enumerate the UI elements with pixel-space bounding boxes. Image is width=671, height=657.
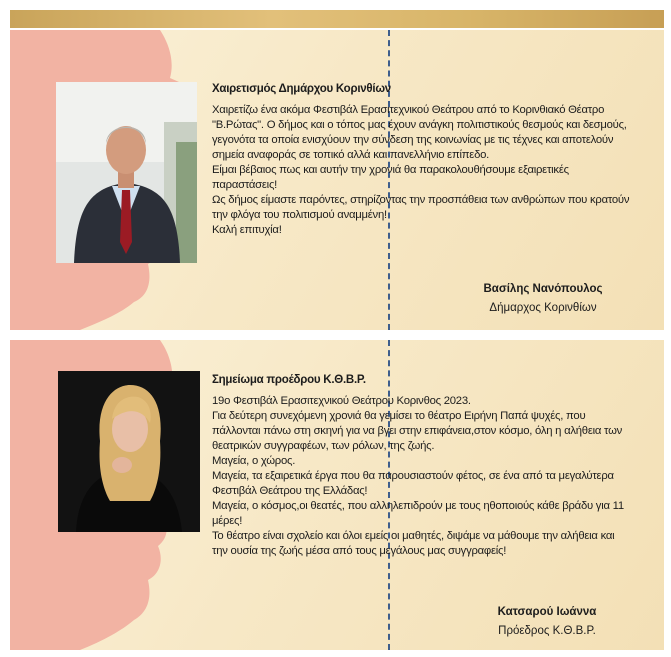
section-heading: Σημείωμα προέδρου Κ.Θ.Β.Ρ.: [212, 374, 366, 386]
signature-name: Κατσαρού Ιωάννα: [497, 606, 597, 618]
president-photo: [58, 371, 200, 532]
section-heading: Χαιρετισμός Δημάρχου Κορινθίων: [212, 83, 391, 95]
paragraph: Μαγεία, ο κόσμος,οι θεατές, που αλληλεπιδρούν με τους ηθοποιούς κάθε βράδυ για 11 μέρες!: [212, 500, 624, 527]
paragraph: Είμαι βέβαιος πως και αυτήν την χρονιά θα παρακολουθήσουμε εξαιρετικές παραστάσεις!: [212, 164, 569, 191]
president-note-text: [212, 373, 630, 559]
paragraph: Ως δήμος είμαστε παρόντες, στηρίζοντας την προσπάθεια των ανθρώπων που κρατούν την φλόγα του πολιτισμού αναμμένη!: [212, 194, 630, 221]
paragraph: Το θέατρο είναι σχολείο και όλοι εμείς οι μαθητές, διψάμε να μάθουμε την αλήθεια και την ουσία της ζωής μέσα από τους μεγάλους μας συγγραφείς!: [212, 530, 615, 557]
president-note-panel: [10, 340, 664, 650]
paragraph: Μαγεία, τα εξαιρετικά έργα που θα παρουσιαστούν φέτος, σε ένα από τα μεγαλύτερα Φεστιβάλ Θεάτρου της Ελλάδας!: [212, 470, 614, 497]
paragraph: Χαιρετίζω ένα ακόμα Φεστιβάλ Ερασιτεχνικού Θεάτρου από το Κορινθιακό Θέατρο "Β.Ρώτας". Ο δήμος και ο τόπος μας έχουν ανάγκη πολιτιστικούς θεσμούς και δεσμούς, γεγονότα τα οποία ενισχύουν την σύνδεση της κοινωνίας με τις τέχνες και αποτελούν σημεία αναφοράς σε τοπικό αλλά και πανελλήνιο επίπεδο.: [212, 104, 627, 161]
signature-title: Πρόεδρος Κ.Θ.Β.Ρ.: [498, 625, 596, 637]
paragraph: Καλή επιτυχία!: [212, 224, 282, 236]
mayor-photo: [56, 82, 197, 263]
paragraph: 19ο Φεστιβάλ Ερασιτεχνικού Θεάτρου Κορινθος 2023.: [212, 395, 471, 407]
paragraph: Μαγεία, ο χώρος.: [212, 455, 296, 467]
paragraph: Για δεύτερη συνεχόμενη χρονιά θα γεμίσει το θέατρο Ειρήνη Παπά ψυχές, που πάλλονται πάνω στη σκηνή για να βγει στην επιφάνεια,στον κόσμο, όλη η αλήθεια των θεατρικών συγγραφέων, των ρόλων, της ζωής.: [212, 410, 623, 452]
signature-title: Δήμαρχος Κορινθίων: [489, 302, 597, 314]
mayor-greeting-text: [212, 82, 630, 238]
signature-name: Βασίλης Νανόπουλος: [483, 283, 603, 295]
mayor-greeting-panel: [10, 30, 664, 330]
top-gold-bar: [10, 10, 664, 28]
